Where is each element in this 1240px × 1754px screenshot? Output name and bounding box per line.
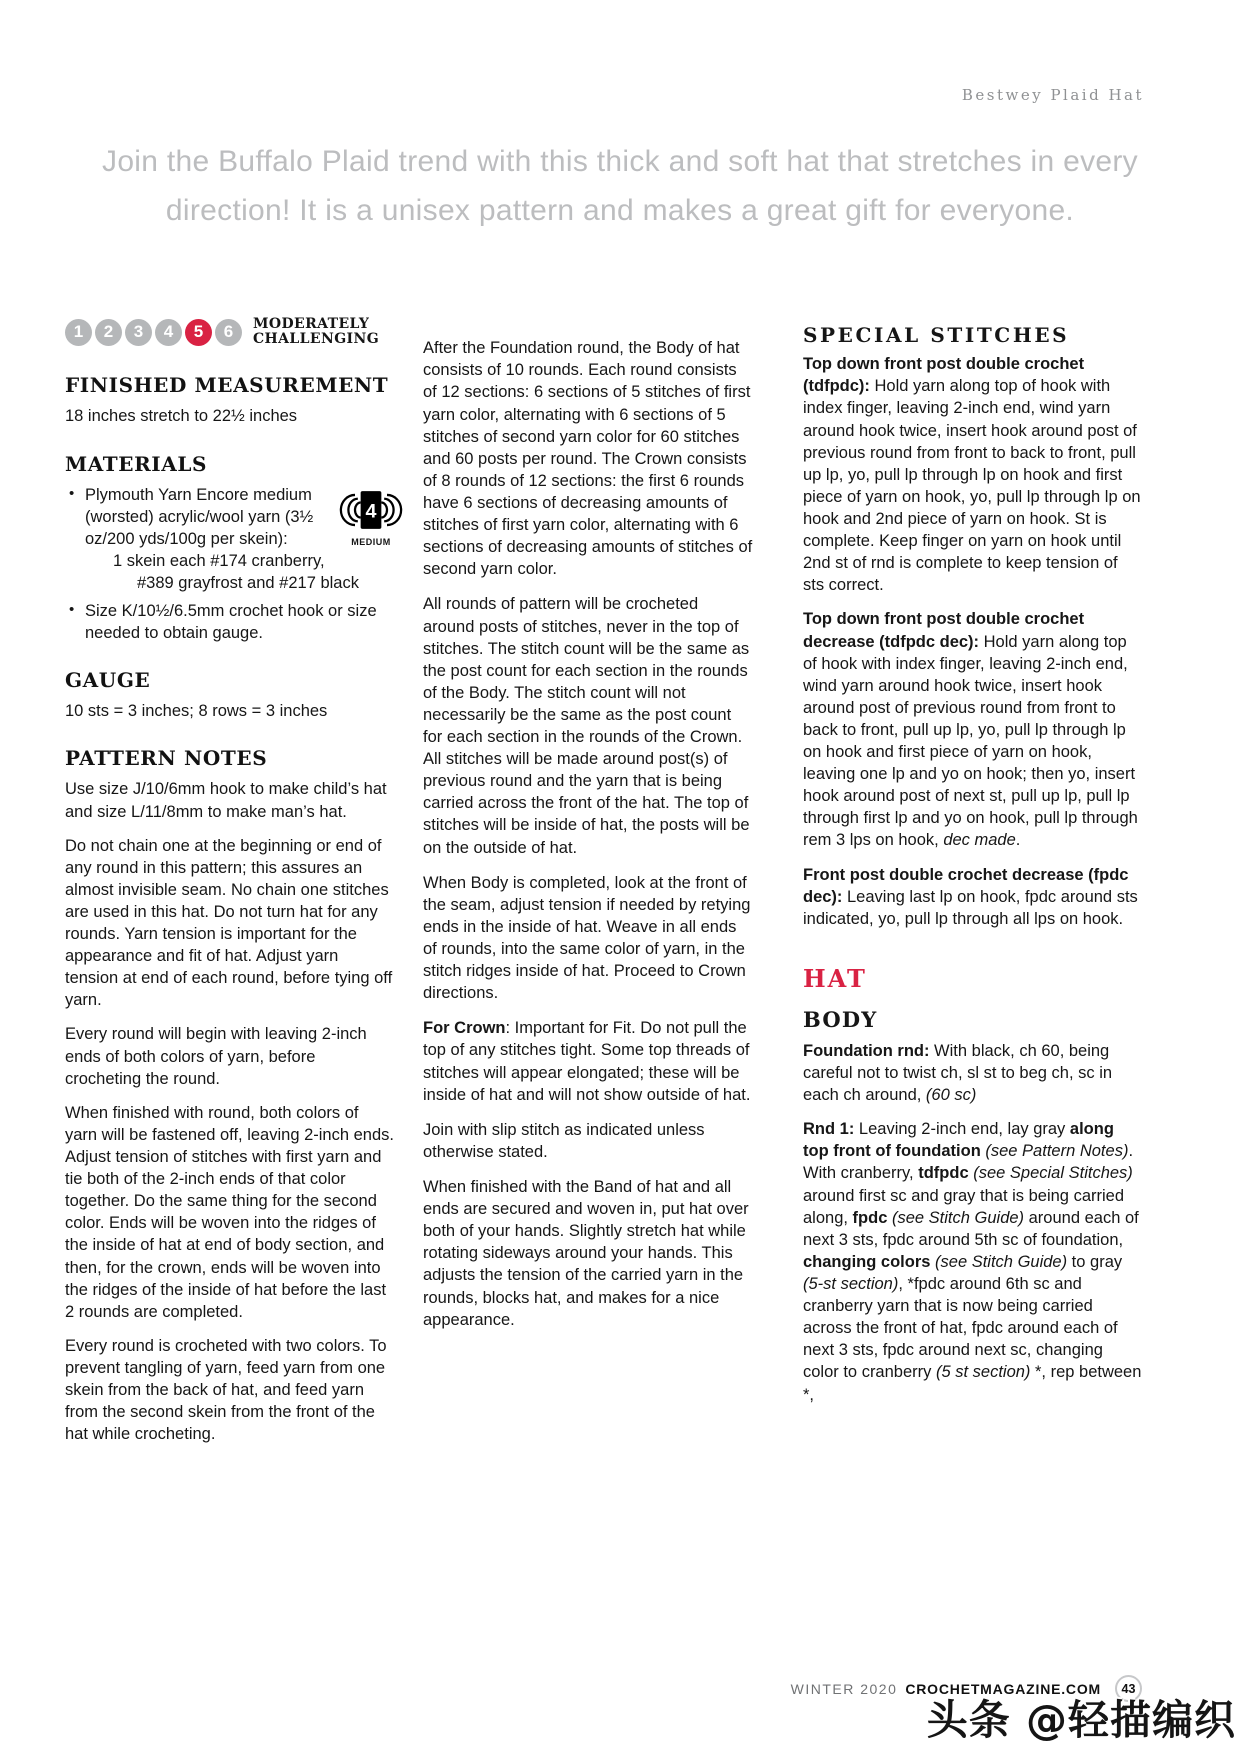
materials-item-hook: • Size K/10½/6.5mm crochet hook or size needed to obtain gauge.	[65, 600, 395, 644]
foundation-rnd-paragraph: Foundation rnd: With black, ch 60, being careful not to twist ch, sl st to beg ch, sc in each ch around, (60 sc)	[803, 1041, 1113, 1105]
content-columns	[0, 313, 1240, 1457]
pattern-notes-paragraph: Every round will begin with leaving 2-inch ends of both colors of yarn, before crocheting the round.	[65, 1025, 367, 1088]
special-stitches-heading: SPECIAL STITCHES	[803, 323, 1070, 348]
pattern-notes	[65, 778, 395, 1445]
materials-item-yarn-text: • Plymouth Yarn Encore medium (worsted) acrylic/wool yarn (3½ oz/200 yds/100g per skein):	[85, 485, 314, 548]
hat-heading: HAT	[803, 963, 867, 993]
pattern-notes-paragraph: Do not chain one at the beginning or end of any round in this pattern; this assures an almost invisible seam. No chain one stitches are used in this hat. Do not turn hat for any rounds. Yarn tension is important for the appearance and fit of hat. Adjust yarn tension at end of each round, before tying off yarn.	[65, 836, 393, 1010]
body-paragraph: When finished with the Band of hat and all ends are secured and woven in, put hat over both of your hands. Slightly stretch hat while rotating sideways around your hands. This adjusts the tension of the carried yarn in the rounds, blocks hat, and makes for a nice appearance.	[423, 1178, 749, 1329]
difficulty-circle-2: 2	[95, 319, 122, 346]
materials-list	[65, 484, 395, 645]
difficulty-circle-4: 4	[155, 319, 182, 346]
svg-text:4: 4	[365, 500, 377, 523]
yarn-weight-badge	[335, 488, 407, 548]
pattern-notes-heading: PATTERN NOTES	[65, 746, 268, 771]
difficulty-circle-1: 1	[65, 319, 92, 346]
body-paragraph-for-crown: For Crown: Important for Fit. Do not pull the top of any stitches tight. Some top threads of stitches will appear elongated; these will be inside of hat and will not show outside of hat.	[423, 1019, 751, 1104]
body-section-heading: BODY	[803, 1006, 878, 1032]
difficulty-circle-3: 3	[125, 319, 152, 346]
materials-heading: MATERIALS	[65, 451, 208, 476]
special-stitch-fpdc-dec: Front post double crochet decrease (fpdc dec): Leaving last lp on hook, fpdc around sts indicated, yo, pull lp through all lps on hook.	[803, 865, 1138, 928]
yarn-skein-icon	[339, 488, 403, 532]
footer-site: CROCHETMAGAZINE.COM	[905, 1680, 1101, 1697]
footer-season: WINTER 2020	[790, 1680, 898, 1697]
page-number-badge: 43	[1115, 1675, 1142, 1702]
rnd-1-paragraph: Rnd 1: Leaving 2-inch end, lay gray along top front of foundation (see Pattern Notes). With cranberry, tdfpdc (see Special Stitches) around first sc and gray that is being carried along, fpdc (see Stitch Guide) around each of next 3 sts, fpdc around 5th sc of foundation, changing colors (see Stitch Guide) to gray (5-st section), *fpdc around 6th sc and cranberry yarn that is now being carried across the front of hat, fpdc around each of next 3 sts, fpdc around next sc, changing color to cranberry (5 st section) *, rep between *,	[803, 1120, 1142, 1404]
materials-yarn-subline-1: 1 skein each #174 cranberry,	[113, 551, 325, 570]
pattern-notes-paragraph: When finished with round, both colors of yarn will be fastened off, leaving 2-inch ends. Adjust tension of stitches with first yarn and tie both of the 2-inch ends of that color together. Do the same thing for the second color. Ends will be woven into the ridges of the inside of hat at end of body section, and then, for the crown, ends will be woven into the ridges of the inside of hat before the last 2 rounds are completed.	[65, 1103, 394, 1321]
middle-column	[423, 313, 753, 1344]
difficulty-label-line1: MODERATELY	[253, 316, 370, 333]
intro-text: Join the Buffalo Plaid trend with this thick and soft hat that stretches in every direction! It is a unisex pattern and makes a great gift for everyone.	[102, 145, 1138, 227]
difficulty-label-line2: CHALLENGING	[253, 331, 380, 348]
difficulty-label	[253, 317, 379, 347]
difficulty-circle-6: 6	[215, 319, 242, 346]
difficulty-circles	[65, 319, 245, 346]
pattern-notes-paragraph: Every round is crocheted with two colors. To prevent tangling of yarn, feed yarn from one skein from the back of hat, and feed yarn from the second skein from the front of the hat while crocheting.	[65, 1336, 387, 1444]
difficulty-circle-5-active: 5	[185, 319, 212, 346]
watermark-text: 头条 @轻描编织	[926, 1696, 1236, 1744]
pattern-notes-paragraph: Use size J/10/6mm hook to make child’s hat and size L/11/8mm to make man’s hat.	[65, 780, 387, 821]
body-paragraph: All rounds of pattern will be crocheted around posts of stitches, never in the top of stitches. The stitch count will be the same as the post count for each section in the rounds of the Body. The stitch count will not necessarily be the same as the post count for each section in the rounds of the Crown. All stitches will be made around post(s) of previous round and the yarn that is being carried across the front of the hat. The top of stitches will be inside of hat, the posts will be on the outside of hat.	[423, 595, 750, 857]
body-paragraph: Join with slip stitch as indicated unless otherwise stated.	[423, 1120, 705, 1161]
difficulty-rating	[65, 317, 395, 347]
right-column	[803, 313, 1143, 1417]
left-column	[65, 313, 395, 1457]
finished-measurement-body: 18 inches stretch to 22½ inches	[65, 407, 298, 426]
gauge-body: 10 sts = 3 inches; 8 rows = 3 inches	[65, 702, 328, 721]
body-paragraph: When Body is completed, look at the front of the seam, adjust tension if needed by retying ends in the inside of hat. Weave in all ends of rounds, into the same color of yarn, in the stitch ridges inside of hat. Proceed to Crown directions.	[423, 873, 751, 1003]
finished-measurement-heading: FINISHED MEASUREMENT	[65, 373, 389, 398]
gauge-heading: GAUGE	[65, 668, 151, 693]
materials-yarn-subline-2: #389 grayfrost and #217 black	[137, 573, 359, 592]
materials-item-yarn	[65, 484, 395, 595]
running-header: Bestwey Plaid Hat	[961, 86, 1144, 104]
yarn-weight-label: MEDIUM	[351, 536, 391, 547]
body-paragraph: After the Foundation round, the Body of hat consists of 10 rounds. Each round consists of 12 sections: 6 sections of 5 stitches of first yarn color, alternating with 6 sections of 5 stitches of second yarn color for 60 stitches and 60 posts per round. The Crown consists of 8 rounds of 12 sections: the first 6 rounds have 6 sections of decreasing amounts of stitches of first yarn color, alternating with 6 sections of decreasing amounts of stitches of second yarn color.	[423, 339, 753, 579]
special-stitch-tdfpdc: Top down front post double crochet (tdfpdc): Hold yarn along top of hook with index finger, leaving 2-inch end, wind yarn around hook twice, insert hook around post of previous round from front to back to front, pull up lp, yo, pull lp through lp on hook and first piece of yarn on hook, yo, pull lp through lp on hook and 2nd piece of yarn on hook. St is complete. Keep finger on yarn on hook until 2nd st of rnd is complete to keep tension of sts correct.	[803, 355, 1141, 595]
special-stitch-tdfpdc-dec: Top down front post double crochet decrease (tdfpdc dec): Hold yarn along top of hook with index finger, leaving 2-inch end, wind yarn around hook twice, insert hook around post of previous round from front to back to front, pull up lp, yo, pull lp through lp on hook and first piece of yarn on hook, leaving one lp and yo on hook; then yo, insert hook around post of next st, pull up lp, pull lp through first lp and yo on hook, pull lp through rem 3 lps on hook, dec made.	[803, 610, 1138, 850]
